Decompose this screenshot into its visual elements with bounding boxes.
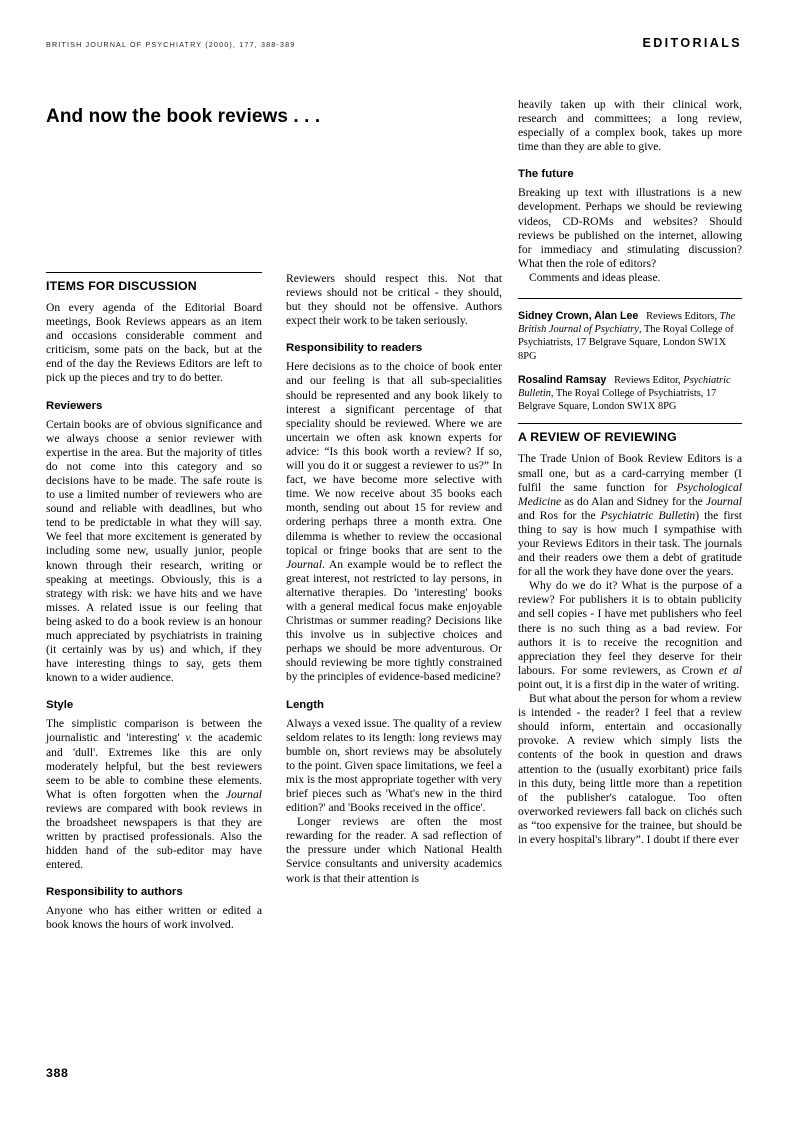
section-rule — [46, 272, 262, 273]
paragraph-future-a: Breaking up text with illustrations is a new development. Perhaps we should be reviewing videos, CD-ROMs and websites? Should reviews be published on the internet, allowing for immediacy and stimulating discussion? What then the role of editors? — [518, 186, 742, 270]
paragraph-future-b: Comments and ideas please. — [529, 270, 661, 284]
paragraph-reviewers: Certain books are of obvious significance and we always choose a senior reviewer with expertise in the area. But the majority of titles do not come into this category and so decisions have to be made. The safe route is to use a limited number of reviewers who are sound and reliable with deadlines, but who tend to be predictable in what they will say. We feel that more excitement is generated by including some new, usually junior, people known through their research, writing or speaking at meetings. Obviously, this is a strategy with risk: we have hits and we have misses. A related issue is our feeling that being asked to do a book review is an honour much appreciated by psychiatrists in training (it certainly was by us) and which, if they have interesting things to say, gets them known to a wider audience. — [46, 417, 262, 685]
byline-1-role: Reviews Editors, — [646, 311, 720, 323]
heading-responsibility-to-authors: Responsibility to authors — [46, 886, 183, 899]
byline-1-address: , The Royal College of Psychiatrists, 17 Belgrave Square, London SW1X 8PG — [518, 324, 734, 362]
review-a-bulletin: Psychiatric Bulletin — [600, 508, 696, 522]
spacer — [518, 413, 742, 423]
review-a-text-2: as do Alan and Sidney for the — [561, 494, 706, 508]
heading-items-for-discussion: ITEMS FOR DISCUSSION — [46, 279, 197, 293]
review-b-text-2: point out, it is a first dip in the water of writing. — [518, 677, 740, 691]
running-head-section: EDITORIALS — [642, 36, 742, 50]
page-number: 388 — [46, 1066, 69, 1080]
heading-a-review-of-reviewing: A REVIEW OF REVIEWING — [518, 430, 677, 445]
byline-2-role: Reviews Editor, — [614, 374, 684, 386]
paragraph-length-cont: heavily taken up with their clinical work, research and committees; a long review, especially of a complex book, takes up more time than they are able to give. — [518, 98, 742, 154]
style-text-b: the academic and 'dull'. Extremes like this are only moderately helpful, but the best reviewers seem to be able to combine these elements. What is often forgotten when the — [46, 731, 263, 801]
paragraph-responsibility-authors-cont: Reviewers should respect this. Not that reviews should not be critical - they should, but they should not be offensive. Authors expect their work to be taken seriously. — [286, 272, 502, 328]
readers-text-journal: Journal — [286, 557, 323, 571]
paragraph-review-c: But what about the person for whom a review is intended - the reader? I feel that a review should inform, entertain and occasionally provoke. A review which simply lists the contents of the book in question and draws attention to the (usually exorbitant) price fails in this duty, being little more than a repetition of the publisher's catalogue. Too often overworked reviewers fall back on clichés such as “too expensive for the trainee, but should be in every hospital's library”. I doubt if there ever — [518, 692, 742, 846]
heading-style: Style — [46, 699, 74, 712]
readers-text-a: Here decisions as to the choice of book enter and our feeling is that all sub-specialities should be represented and any book likely to interest a significant percentage of that speciality should be reviewed. Where we are uncertain we often ask known experts for advice: “Is this book worth a review? If so, will you do it or suggest a reviewer to us?” In fact, we have become more selective with time. We now receive about 35 books each month, sending out about 15 for review and ordering perhaps three a month extra. One dilemma is whether to review the occasional topical or fringe books that are sent to the — [286, 360, 502, 557]
paragraph-review-a — [518, 452, 742, 579]
style-text-a: The simplistic comparison is between the journalistic and 'interesting' — [46, 717, 262, 745]
byline-1-names: Sidney Crown, Alan Lee — [518, 310, 639, 323]
style-text-v: v. — [185, 731, 193, 745]
column-2 — [286, 272, 502, 933]
review-a-psychological-medicine: Psychological Medicine — [518, 480, 742, 508]
style-text-c: reviews are compared with book reviews in the broadsheet newspapers is that they are written by practised professionals. Also the hidden hand of the sub-editor may have entered. — [46, 801, 262, 872]
style-text-journal: Journal — [225, 787, 262, 801]
running-head — [46, 36, 742, 50]
heading-the-future: The future — [518, 168, 574, 181]
review-a-journal: Journal — [705, 494, 742, 508]
section-rule-review — [518, 423, 742, 424]
review-a-text-4: ) the first thing to say is how much I sympathise with your Reviews Editors in their task. The journals and their readers owe them a debt of gratitude for all the work they have done over the years. — [518, 508, 743, 579]
running-head-citation: BRITISH JOURNAL OF PSYCHIATRY (2000), 177, 388-389 — [46, 40, 296, 49]
byline-1-journal: The British Journal of Psychiatry — [518, 311, 736, 336]
review-a-text-1: The Trade Union of Book Review Editors is a small one, but as a card-carrying member (I fulfil the same function for — [518, 452, 742, 494]
column-1 — [46, 272, 262, 933]
byline-2 — [518, 374, 742, 414]
paragraph-length-b: Longer reviews are often the most rewarding for the reader. A sad reflection of the pressure under which National Health Service consultants and university academics work is that their attention is — [286, 815, 502, 885]
paragraph-style — [46, 717, 262, 872]
byline-2-names: Rosalind Ramsay — [518, 373, 607, 386]
heading-length: Length — [286, 698, 324, 711]
column-3-wrapper — [518, 98, 742, 847]
paragraph-responsibility-readers — [286, 360, 502, 684]
heading-reviewers: Reviewers — [46, 399, 103, 412]
column-3 — [518, 98, 742, 847]
paragraph-review-b — [518, 579, 742, 692]
review-b-etal: et al — [718, 663, 742, 677]
heading-responsibility-to-readers: Responsibility to readers — [286, 342, 423, 355]
byline-1 — [518, 310, 742, 363]
readers-text-b: . An example would be to reflect the great interest, not restricted to lay persons, in alternative therapies. Do 'interesting' books with a general medical focus make enjoyable Christmas or summer reading? Decisions like this involve us in subjective choices and perhaps we should be more adventurous. Or should reviewing be more tightly constrained by the principles of evidence-based medicine? — [286, 557, 502, 684]
page-title: And now the book reviews . . . — [46, 106, 321, 127]
byline-2-address: , The Royal College of Psychiatrists, 17 Belgrave Square, London SW1X 8PG — [518, 388, 717, 413]
review-b-text-1: Why do we do it? What is the purpose of a review? For publishers it is to obtain publicity and sell copies - I have met publishers who feel there is no such thing as a bad review. For authors it is to receive the recognition and appreciation they feel they deserve for their labours. For some reviewers, as Crown — [518, 579, 742, 677]
paragraph-responsibility-authors: Anyone who has either written or edited a book knows the hours of work involved. — [46, 904, 262, 932]
review-a-text-3: and Ros for the — [518, 508, 601, 522]
byline-rule-1 — [518, 298, 742, 299]
paragraph-length-a: Always a vexed issue. The quality of a review seldom relates to its length: long reviews may bumble on, short reviews may be absolutely to the point. Given space limitations, we feel a mix is the most appropriate together with very brief pieces such as 'What's new in the third edition?' and 'Books received in the office'. — [286, 716, 502, 815]
byline-2-journal: Psychiatric Bulletin — [518, 374, 731, 400]
paragraph-items: On every agenda of the Editorial Board meetings, Book Reviews appears as an item and occasions considerable comment and criticism, some pats on the back, but at the end of the day the Reviews Editors are left to pick up the pieces and try to do better. — [46, 301, 262, 385]
